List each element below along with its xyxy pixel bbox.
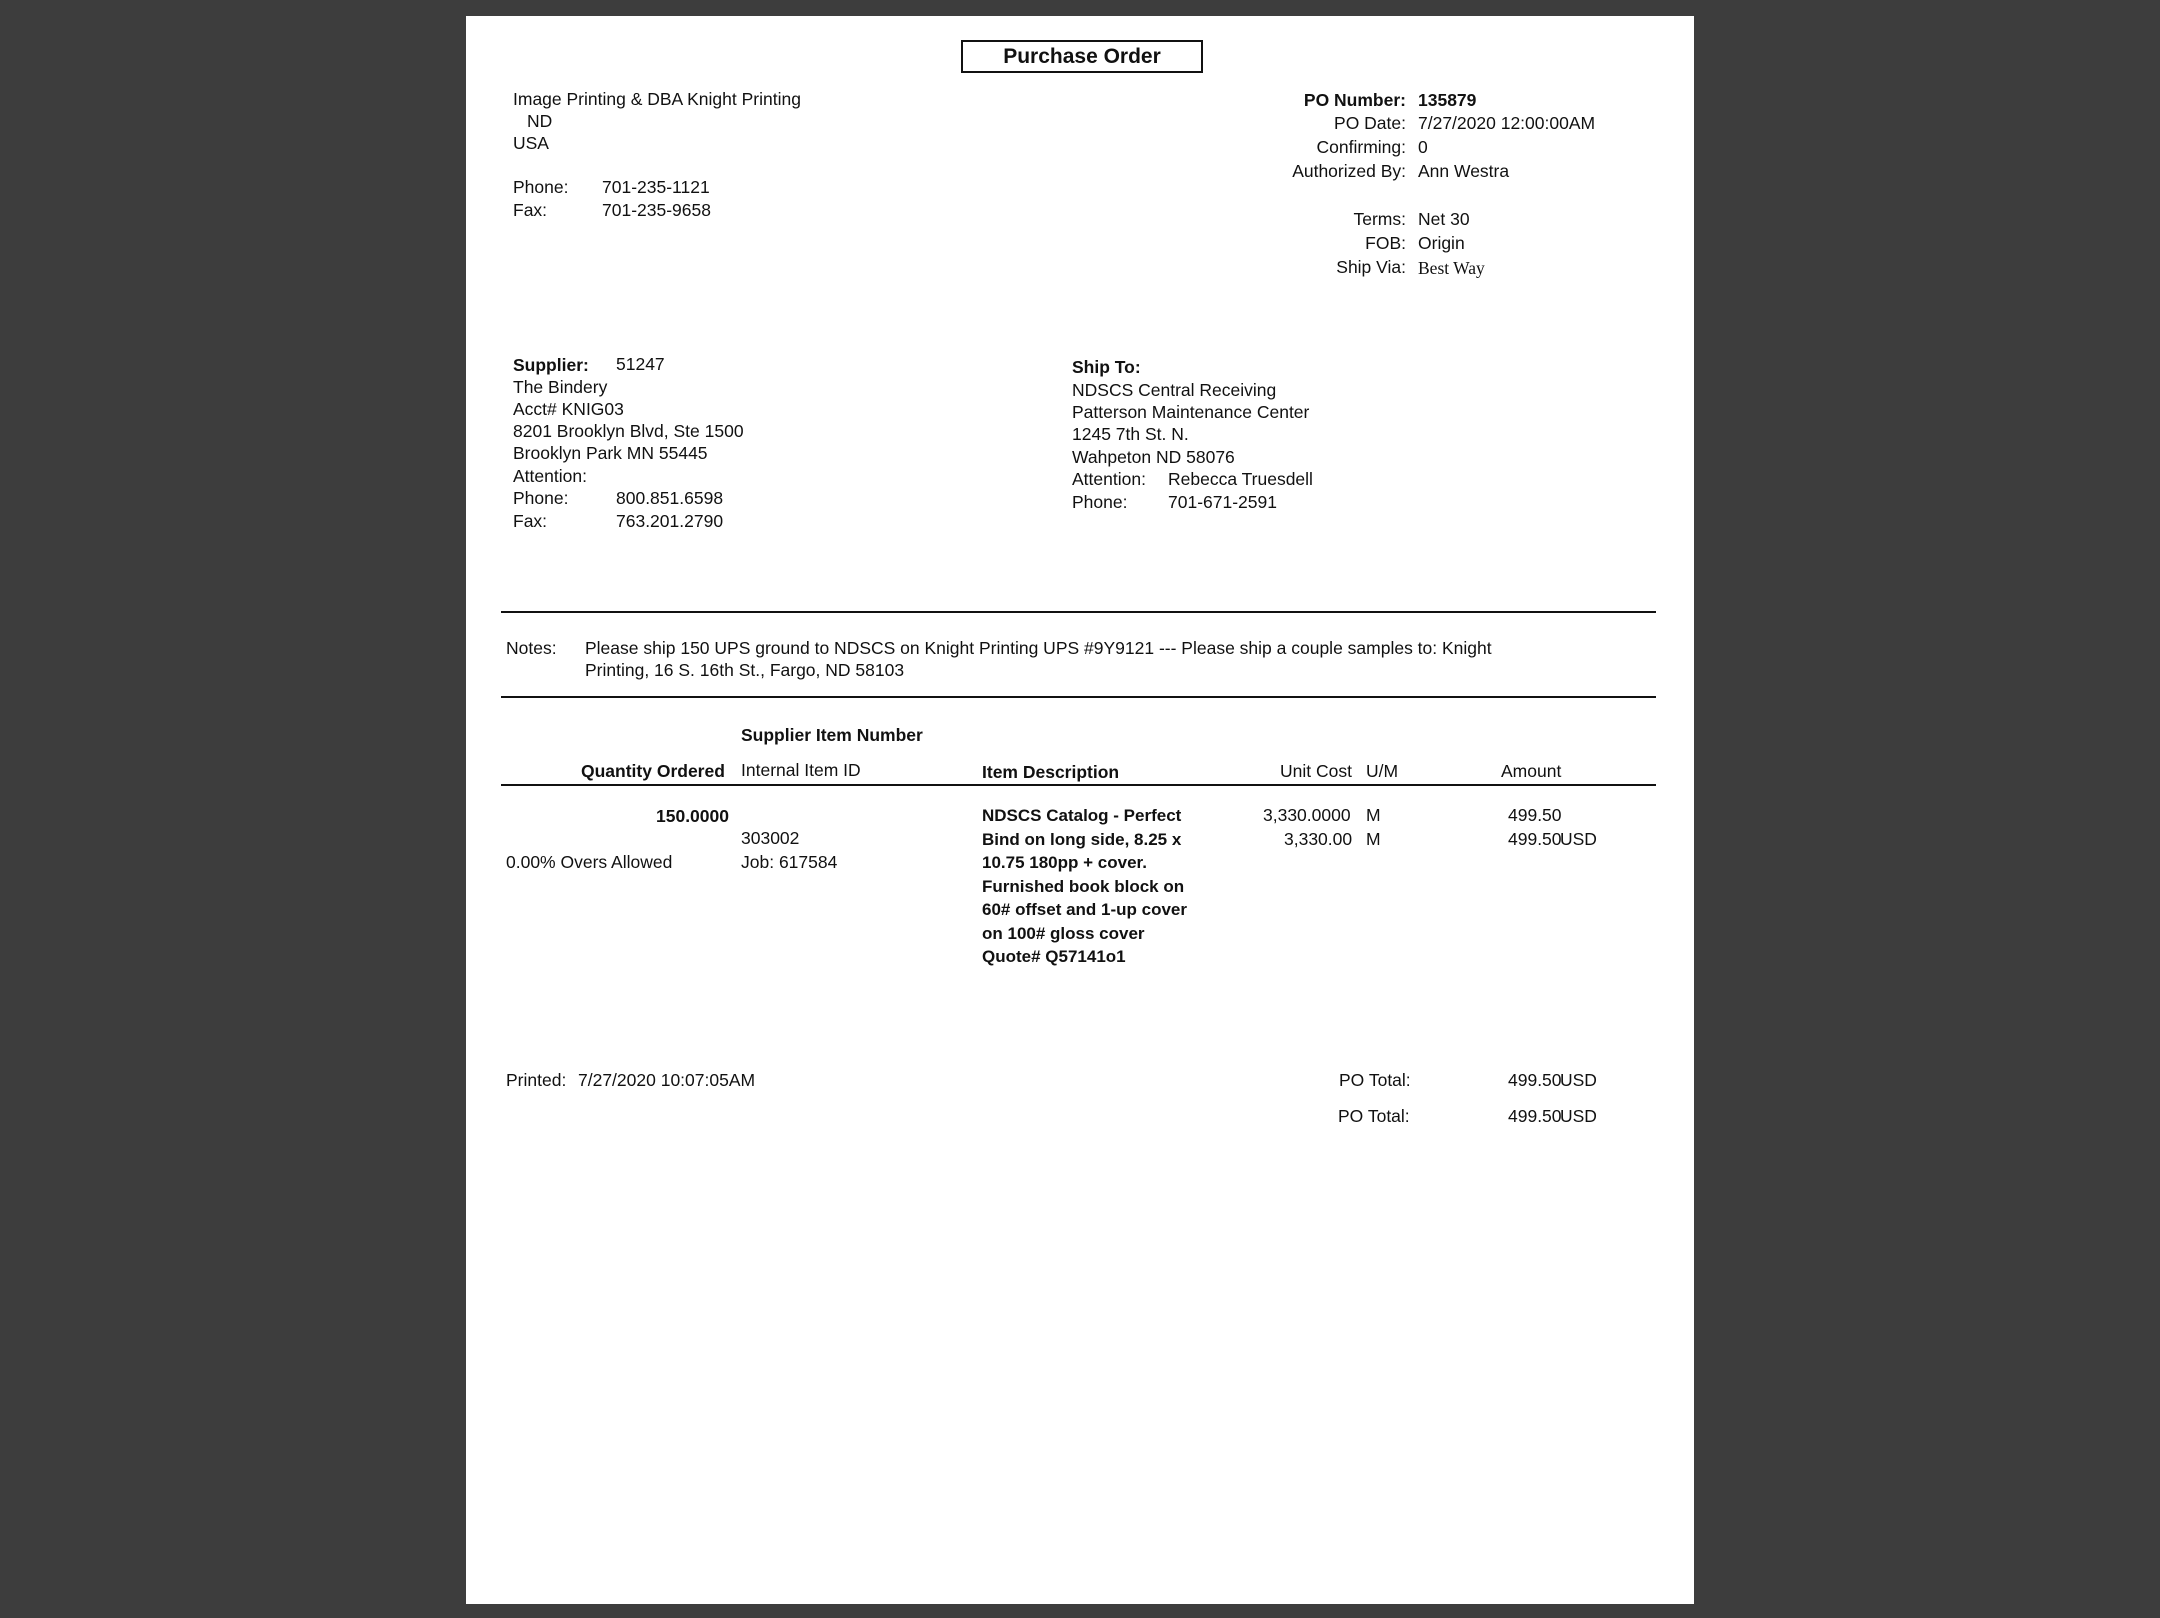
line-amount-1: 499.50 xyxy=(1508,805,1562,825)
ship-to-phone: 701-671-2591 xyxy=(1168,492,1277,512)
divider xyxy=(501,784,1656,786)
ship-via-label: Ship Via: xyxy=(1336,257,1406,277)
supplier-address1: 8201 Brooklyn Blvd, Ste 1500 xyxy=(513,421,744,441)
line-job: Job: 617584 xyxy=(741,852,838,872)
po-total-currency: USD xyxy=(1560,1070,1597,1090)
company-fax-label: Fax: xyxy=(513,200,548,220)
po-total: 499.50 xyxy=(1508,1070,1562,1090)
line-internal-id: 303002 xyxy=(741,828,800,848)
company-state: ND xyxy=(527,111,553,131)
notes-label: Notes: xyxy=(506,638,557,658)
supplier-id: 51247 xyxy=(616,354,665,374)
header-internal-id: Internal Item ID xyxy=(741,760,861,780)
po-number: 135879 xyxy=(1418,90,1477,110)
line-quantity: 150.0000 xyxy=(656,806,729,826)
header-supplier-item: Supplier Item Number xyxy=(741,725,923,745)
supplier-attention-label: Attention: xyxy=(513,466,587,486)
divider xyxy=(501,696,1656,698)
supplier-acct: Acct# KNIG03 xyxy=(513,399,624,419)
ship-to-name: NDSCS Central Receiving xyxy=(1072,380,1277,400)
po-total-currency: USD xyxy=(1560,1106,1597,1126)
po-date-label: PO Date: xyxy=(1334,113,1406,133)
ship-to-attention: Rebecca Truesdell xyxy=(1168,469,1313,489)
line-description: NDSCS Catalog - Perfect Bind on long side, 8.25 x 10.75 180pp + cover. Furnished book block on 60# offset and 1-up cover on 100# gloss cover Quote# Q57141o1 xyxy=(982,806,1188,966)
terms-value: Net 30 xyxy=(1418,209,1470,229)
header-um: U/M xyxy=(1366,761,1399,781)
confirming-label: Confirming: xyxy=(1316,137,1406,157)
ship-to-address2: Wahpeton ND 58076 xyxy=(1072,447,1235,467)
company-phone-label: Phone: xyxy=(513,177,569,197)
printed-timestamp: 7/27/2020 10:07:05AM xyxy=(578,1070,756,1090)
supplier-phone: 800.851.6598 xyxy=(616,488,724,508)
confirming-value: 0 xyxy=(1418,137,1428,157)
printed-label: Printed: xyxy=(506,1070,567,1090)
terms-label: Terms: xyxy=(1353,209,1406,229)
document-page xyxy=(466,16,1694,1604)
ship-to-label: Ship To: xyxy=(1072,357,1141,377)
header-unit-cost: Unit Cost xyxy=(1280,761,1352,781)
line-um-1: M xyxy=(1366,805,1381,825)
line-um-2: M xyxy=(1366,829,1381,849)
line-unit-cost-2: 3,330.00 xyxy=(1284,829,1353,849)
supplier-label: Supplier: xyxy=(513,355,589,375)
ship-to-attention-label: Attention: xyxy=(1072,469,1146,489)
fob-label: FOB: xyxy=(1365,233,1406,253)
line-unit-cost-1: 3,330.0000 xyxy=(1263,805,1351,825)
line-amount-2: 499.50 xyxy=(1508,829,1562,849)
company-country: USA xyxy=(513,133,549,153)
po-total-label: PO Total: xyxy=(1338,1106,1410,1126)
supplier-name: The Bindery xyxy=(513,377,608,397)
supplier-fax: 763.201.2790 xyxy=(616,511,724,531)
ship-to-phone-label: Phone: xyxy=(1072,492,1128,512)
po-total: 499.50 xyxy=(1508,1106,1562,1126)
header-amount: Amount xyxy=(1501,761,1562,781)
authorized-by-label: Authorized By: xyxy=(1292,161,1406,181)
supplier-phone-label: Phone: xyxy=(513,488,569,508)
ship-to-address1: 1245 7th St. N. xyxy=(1072,424,1189,444)
ship-via-value: Best Way xyxy=(1418,258,1485,278)
po-date: 7/27/2020 12:00:00AM xyxy=(1418,113,1596,133)
company-name: Image Printing & DBA Knight Printing xyxy=(513,89,801,109)
fob-value: Origin xyxy=(1418,233,1465,253)
company-phone: 701-235-1121 xyxy=(602,177,710,197)
divider xyxy=(501,611,1656,613)
notes-text: Please ship 150 UPS ground to NDSCS on Knight Printing UPS #9Y9121 --- Please ship a couple samples to: Knight Printing, 16 S. 16th St., Fargo, ND 58103 xyxy=(585,638,1492,680)
ship-to-line2: Patterson Maintenance Center xyxy=(1072,402,1310,422)
line-overs: 0.00% Overs Allowed xyxy=(506,852,673,872)
po-total-label: PO Total: xyxy=(1339,1070,1411,1090)
line-currency: USD xyxy=(1560,829,1597,849)
authorized-by: Ann Westra xyxy=(1418,161,1510,181)
company-fax: 701-235-9658 xyxy=(602,200,711,220)
supplier-address2: Brooklyn Park MN 55445 xyxy=(513,443,708,463)
page-title: Purchase Order xyxy=(961,40,1203,73)
po-number-label: PO Number: xyxy=(1303,90,1406,110)
supplier-fax-label: Fax: xyxy=(513,511,548,531)
header-description: Item Description xyxy=(982,762,1120,782)
header-quantity: Quantity Ordered xyxy=(581,761,725,781)
